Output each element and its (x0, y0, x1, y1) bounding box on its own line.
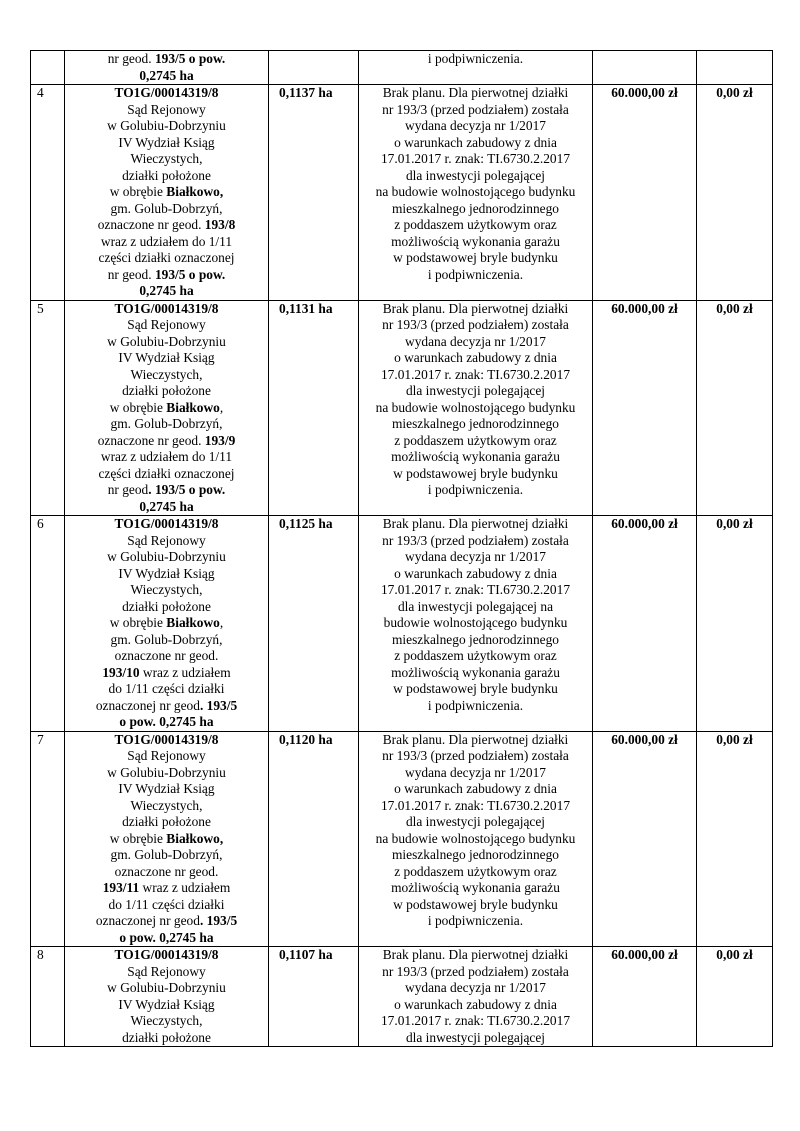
table-row (31, 300, 773, 516)
cell-area: 0,1137 ha (269, 85, 359, 301)
table-row (31, 731, 773, 947)
table-row-continuation (31, 51, 773, 85)
cell-lp: 6 (31, 516, 65, 732)
cell-land-register: TO1G/00014319/8 Sąd Rejonowy w Golubiu-Dobrzyniu IV Wydział Ksiąg Wieczystych, działki położone w obrębie Białkowo, gm. Golub-Dobrzyń, oznaczone nr geod. 193/10 wraz z udziałem do 1/11 części działki oznaczonej nr geod. 193/5 o pow. 0,2745 ha (65, 516, 269, 732)
cell-price: 60.000,00 zł (593, 300, 697, 516)
cell-description: Brak planu. Dla pierwotnej działki nr 193/3 (przed podziałem) została wydana decyzja nr 1/2017 o warunkach zabudowy z dnia 17.01.2017 r. znak: TI.6730.2.2017 dla inwestycji polegającej (359, 947, 593, 1047)
cell-land-register: nr geod. 193/5 o pow. 0,2745 ha (65, 51, 269, 85)
cell-area: 0,1120 ha (269, 731, 359, 947)
kw-number: TO1G/00014319/8 (114, 731, 219, 747)
cell-vat: 0,00 zł (697, 300, 773, 516)
cell-vat: 0,00 zł (697, 947, 773, 1047)
cell-land-register: TO1G/00014319/8 Sąd Rejonowy w Golubiu-Dobrzyniu IV Wydział Ksiąg Wieczystych, działki położone w obrębie Białkowo, gm. Golub-Dobrzyń, oznaczone nr geod. 193/9 wraz z udziałem do 1/11 części działki oznaczonej nr geod. 193/5 o pow. 0,2745 ha (65, 300, 269, 516)
cell-land-register: TO1G/00014319/8 Sąd Rejonowy w Golubiu-Dobrzyniu IV Wydział Ksiąg Wieczystych, działki położone w obrębie Białkowo, gm. Golub-Dobrzyń, oznaczone nr geod. 193/11 wraz z udziałem do 1/11 części działki oznaczonej nr geod. 193/5 o pow. 0,2745 ha (65, 731, 269, 947)
cell-area: 0,1125 ha (269, 516, 359, 732)
cell-vat: 0,00 zł (697, 85, 773, 301)
cell-price: 60.000,00 zł (593, 85, 697, 301)
cell-vat: 0,00 zł (697, 731, 773, 947)
cell-vat: 0,00 zł (697, 516, 773, 732)
kw-number: TO1G/00014319/8 (114, 947, 219, 962)
kw-number: TO1G/00014319/8 (114, 85, 219, 100)
cell-price: 60.000,00 zł (593, 947, 697, 1047)
cell-vat (697, 51, 773, 85)
cell-lp (31, 51, 65, 85)
cell-description: Brak planu. Dla pierwotnej działki nr 193/3 (przed podziałem) została wydana decyzja nr 1/2017 o warunkach zabudowy z dnia 17.01.2017 r. znak: TI.6730.2.2017 dla inwestycji polegającej na budowie wolnostojącego budynku mieszkalnego jednorodzinnego z poddaszem użytkowym oraz możliwością wykonania garażu w podstawowej bryle budynku i podpiwniczenia. (359, 85, 593, 301)
cell-lp: 4 (31, 85, 65, 301)
cell-price: 60.000,00 zł (593, 516, 697, 732)
cell-description: Brak planu. Dla pierwotnej działki nr 193/3 (przed podziałem) została wydana decyzja nr 1/2017 o warunkach zabudowy z dnia 17.01.2017 r. znak: TI.6730.2.2017 dla inwestycji polegającej na budowie wolnostojącego budynku mieszkalnego jednorodzinnego z poddaszem użytkowym oraz możliwością wykonania garażu w podstawowej bryle budynku i podpiwniczenia. (359, 300, 593, 516)
cell-lp: 7 (31, 731, 65, 947)
cell-lp: 8 (31, 947, 65, 1047)
table-row (31, 947, 773, 1047)
cell-area: 0,1131 ha (269, 300, 359, 516)
cell-description: i podpiwniczenia. (359, 51, 593, 85)
cell-price: 60.000,00 zł (593, 731, 697, 947)
cell-price (593, 51, 697, 85)
cell-area (269, 51, 359, 85)
cell-land-register: TO1G/00014319/8 Sąd Rejonowy w Golubiu-Dobrzyniu IV Wydział Ksiąg Wieczystych, działki położone w obrębie Białkowo, gm. Golub-Dobrzyń, oznaczone nr geod. 193/8 wraz z udziałem do 1/11 części działki oznaczonej nr geod. 193/5 o pow. 0,2745 ha (65, 85, 269, 301)
kw-number: TO1G/00014319/8 (114, 300, 219, 316)
table-row (31, 85, 773, 301)
property-listing-table (30, 50, 773, 1047)
cell-land-register: TO1G/00014319/8 Sąd Rejonowy w Golubiu-Dobrzyniu IV Wydział Ksiąg Wieczystych, działki położone (65, 947, 269, 1047)
cell-lp: 5 (31, 300, 65, 516)
kw-number: TO1G/00014319/8 (114, 516, 219, 531)
cell-description: Brak planu. Dla pierwotnej działki nr 193/3 (przed podziałem) została wydana decyzja nr 1/2017 o warunkach zabudowy z dnia 17.01.2017 r. znak: TI.6730.2.2017 dla inwestycji polegającej na budowie wolnostojącego budynku mieszkalnego jednorodzinnego z poddaszem użytkowym oraz możliwością wykonania garażu w podstawowej bryle budynku i podpiwniczenia. (359, 731, 593, 947)
cell-area: 0,1107 ha (269, 947, 359, 1047)
cell-description: Brak planu. Dla pierwotnej działki nr 193/3 (przed podziałem) została wydana decyzja nr 1/2017 o warunkach zabudowy z dnia 17.01.2017 r. znak: TI.6730.2.2017 dla inwestycji polegającej na budowie wolnostojącego budynku mieszkalnego jednorodzinnego z poddaszem użytkowym oraz możliwością wykonania garażu w podstawowej bryle budynku i podpiwniczenia. (359, 516, 593, 732)
table-row (31, 516, 773, 732)
